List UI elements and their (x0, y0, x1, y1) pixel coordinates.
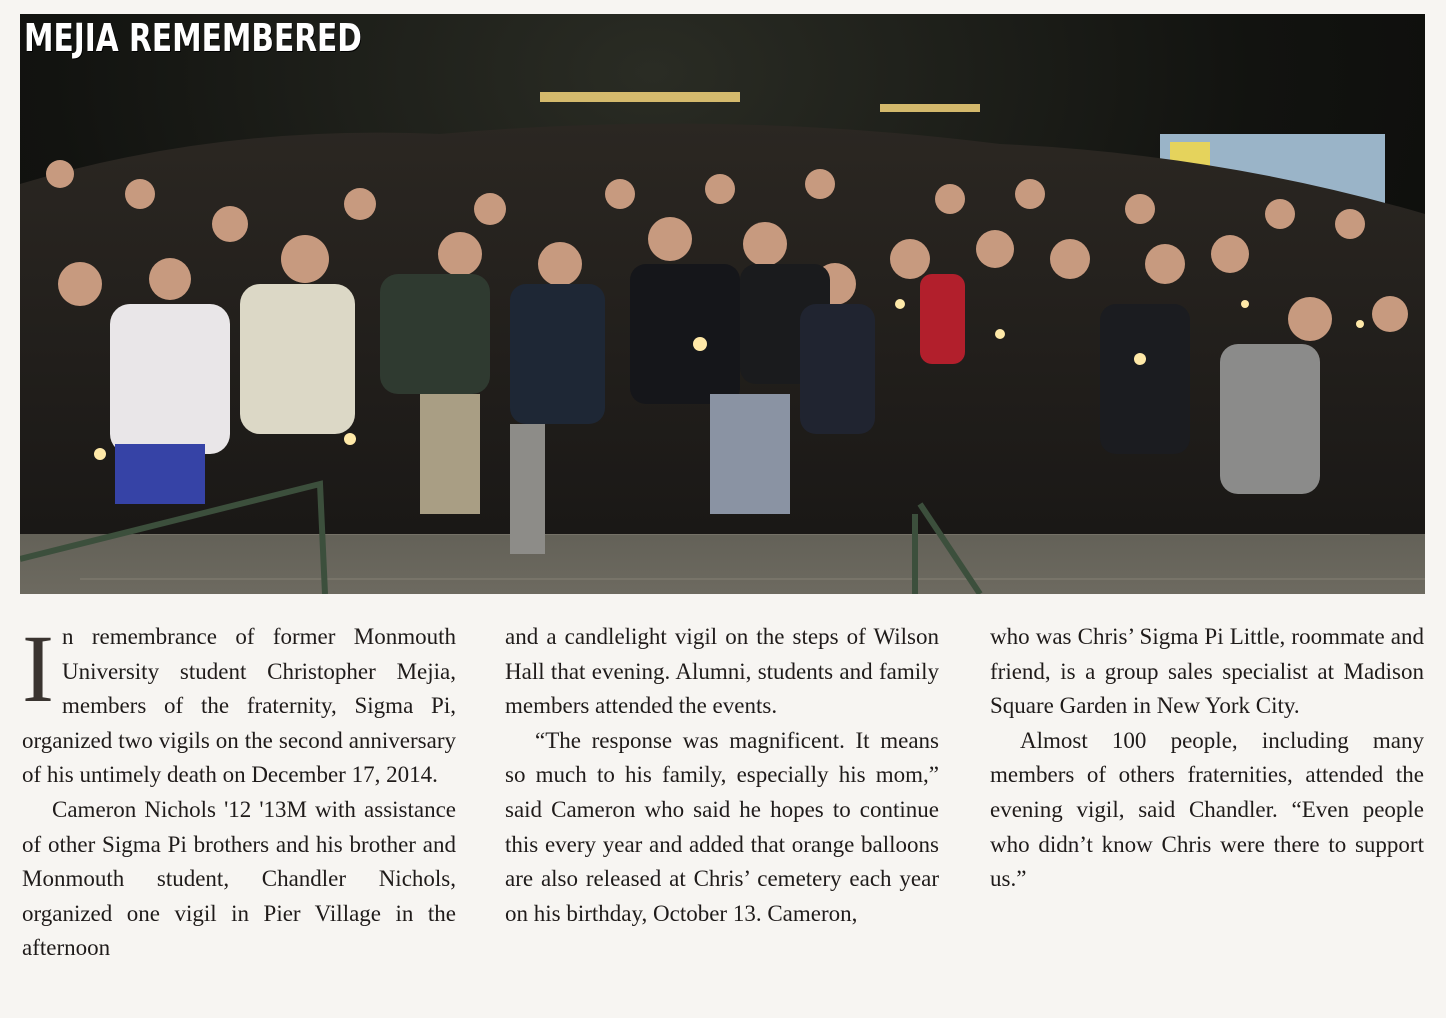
paragraph-text: n remembrance of former Monmouth University student Christopher Mejia, members of the fraternity, Sigma Pi, organized two vigils on the second anniversary of his untimely death on December 17, 2014. (22, 624, 456, 788)
article-column-2 (505, 620, 939, 931)
drop-cap: I (22, 615, 54, 722)
article-paragraph: who was Chris’ Sigma Pi Little, roommate and friend, is a group sales specialist at Madison Square Garden in New York City. (990, 624, 1424, 719)
article-column-3 (990, 620, 1424, 897)
article-paragraph: Cameron Nichols '12 '13M with assistance of other Sigma Pi brothers and his brother and Monmouth student, Chandler Nichols, organized one vigil in Pier Village in the afternoon (22, 796, 456, 961)
crowd-illustration (20, 14, 1425, 594)
article-paragraph: “The response was magnificent. It means so much to his family, especially his mom,” said Cameron who said he hopes to continue this every year and added that orange balloons are also released at Chris’ cemetery each year on his birthday, October 13. Cameron, (505, 727, 939, 926)
article-paragraph: and a candlelight vigil on the steps of Wilson Hall that evening. Alumni, students and family members attended the events. (505, 624, 939, 719)
article-column-1 (22, 615, 456, 966)
string-lights (540, 92, 980, 112)
article-paragraph: Almost 100 people, including many members of others fraternities, attended the evening vigil, said Chandler. “Even people who didn’t know Chris were there to support us.” (990, 727, 1424, 892)
headline: MEJIA REMEMBERED (24, 16, 362, 60)
article-paragraph (22, 615, 456, 793)
vigil-crowd-photo (20, 14, 1425, 594)
